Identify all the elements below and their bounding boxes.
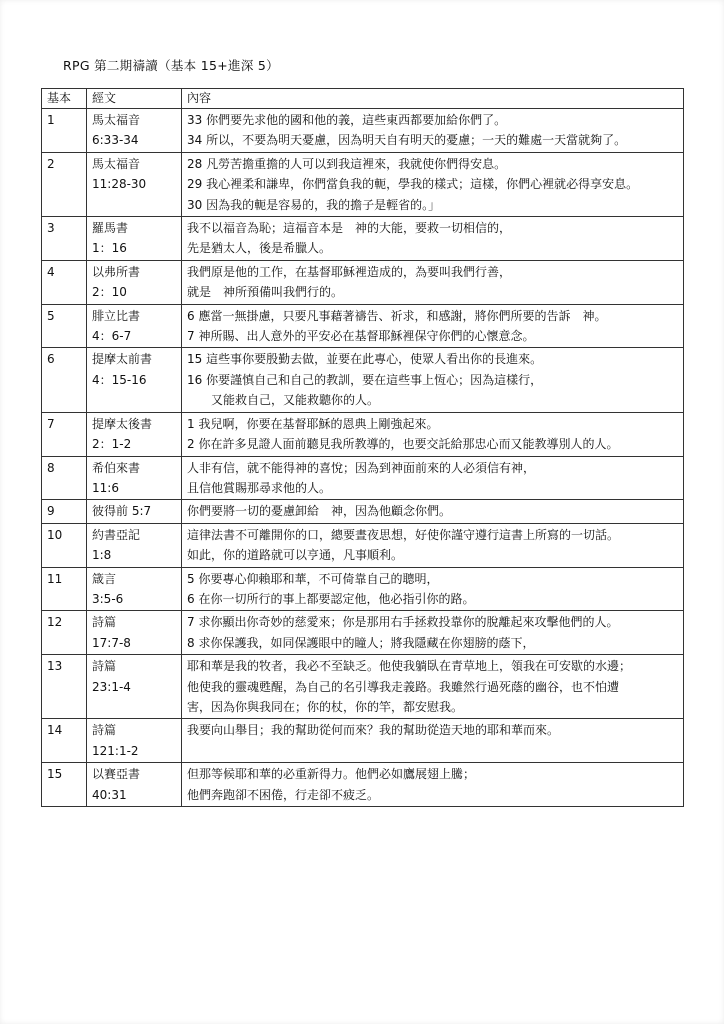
reference-line: 馬太福音 [92, 113, 141, 127]
reference-line: 1:8 [92, 548, 112, 563]
table-row [42, 500, 684, 523]
verse-line: 5 你要專心仰賴耶和華，不可倚靠自己的聰明， [187, 571, 439, 586]
scripture-reference [87, 567, 182, 611]
reference-line: 羅馬書 [92, 221, 129, 236]
verse-content [182, 763, 684, 807]
verse-content [182, 348, 684, 412]
verse-content [182, 611, 684, 655]
reference-line: 121:1-2 [92, 743, 139, 758]
row-number: 2 [42, 152, 87, 216]
verse-line: 我不以福音為恥；這福音本是 神的大能，要救一切相信的， [187, 221, 512, 236]
verse-line: 28 凡勞苦擔重擔的人可以到我這裡來，我就使你們得安息。 [187, 156, 507, 171]
verse-content [182, 109, 684, 153]
reference-line: 6:33-34 [92, 133, 139, 148]
verse-line: 又能救自己，又能救聽你的人。 [211, 393, 380, 408]
reference-line: 詩篇 [92, 659, 117, 674]
verse-line: 8 求你保護我，如同保護眼中的瞳人；將我隱藏在你翅膀的蔭下， [187, 635, 535, 650]
row-number: 8 [42, 456, 87, 500]
reference-line: 11:28-30 [92, 177, 147, 192]
reference-line: 詩篇 [92, 723, 117, 738]
row-number: 14 [42, 719, 87, 763]
table-row [42, 260, 684, 304]
row-number: 1 [42, 109, 87, 153]
verse-content [182, 523, 684, 567]
scripture-reference [87, 655, 182, 719]
scripture-reference [87, 763, 182, 807]
row-number: 4 [42, 260, 87, 304]
row-number: 11 [42, 567, 87, 611]
verse-line: 34 所以，不要為明天憂慮，因為明天自有明天的憂慮；一天的難處一天當就夠了。 [187, 133, 627, 148]
verse-line: 6 在你一切所行的事上都要認定他，他必指引你的路。 [187, 591, 475, 606]
reference-line: 馬太福音 [92, 156, 141, 171]
table-body [42, 109, 684, 807]
verse-content [182, 217, 684, 261]
table-row [42, 109, 684, 153]
verse-content [182, 567, 684, 611]
scripture-reference [87, 719, 182, 763]
verse-line: 就是 神所預備叫我們行的。 [187, 285, 344, 300]
reference-line: 23:1-4 [92, 679, 131, 694]
table-row [42, 719, 684, 763]
table-row [42, 567, 684, 611]
table-row [42, 217, 684, 261]
row-number: 7 [42, 412, 87, 456]
scripture-reference [87, 500, 182, 523]
verse-content [182, 456, 684, 500]
verse-line: 7 神所賜、出人意外的平安必在基督耶穌裡保守你們的心懷意念。 [187, 329, 535, 344]
verse-line: 30 因為我的軛是容易的，我的擔子是輕省的。」 [187, 197, 441, 212]
verse-content [182, 412, 684, 456]
reference-line: 2：1-2 [92, 437, 132, 452]
row-number: 13 [42, 655, 87, 719]
scripture-reference [87, 217, 182, 261]
reading-plan-table [41, 88, 684, 807]
header-content: 內容 [182, 89, 684, 109]
verse-line: 6 應當一無掛慮，只要凡事藉著禱告、祈求，和感謝，將你們所要的告訴 神。 [187, 308, 607, 323]
verse-line: 但那等候耶和華的必重新得力。他們必如鷹展翅上騰； [187, 767, 476, 782]
scripture-reference [87, 412, 182, 456]
reference-line: 希伯來書 [92, 460, 141, 475]
header-reference: 經文 [87, 89, 182, 109]
verse-line: 33 你們要先求他的國和他的義，這些東西都要加給你們了。 [187, 113, 507, 127]
reference-line: 3:5-6 [92, 591, 124, 606]
scripture-reference [87, 523, 182, 567]
row-number: 12 [42, 611, 87, 655]
reference-line: 4：15-16 [92, 372, 147, 387]
verse-line: 害，因為你與我同在；你的杖，你的竿，都安慰我。 [187, 699, 464, 714]
verse-line: 29 我心裡柔和謙卑，你們當負我的軛，學我的樣式；這樣，你們心裡就必得享安息。 [187, 177, 639, 192]
document-title: RPG 第二期禱讀（基本 15+進深 5） [63, 58, 279, 73]
row-number: 6 [42, 348, 87, 412]
table-row [42, 611, 684, 655]
verse-content [182, 152, 684, 216]
verse-line: 耶和華是我的牧者，我必不至缺乏。他使我躺臥在青草地上，領我在可安歇的水邊； [187, 659, 632, 674]
scripture-reference [87, 304, 182, 348]
verse-line: 先是猶太人，後是希臘人。 [187, 241, 332, 256]
verse-line: 這律法書不可離開你的口，總要晝夜思想，好使你謹守遵行這書上所寫的一切話。 [187, 527, 620, 542]
scripture-reference [87, 109, 182, 153]
scripture-reference [87, 348, 182, 412]
table-row [42, 655, 684, 719]
reference-line: 40:31 [92, 787, 127, 802]
reference-line: 提摩太前書 [92, 352, 153, 367]
table-row [42, 456, 684, 500]
reference-line: 17:7-8 [92, 635, 131, 650]
scripture-reference [87, 260, 182, 304]
verse-line: 我們原是他的工作，在基督耶穌裡造成的，為要叫我們行善， [187, 264, 512, 279]
verse-line: 15 這些事你要殷勤去做，並要在此專心，使眾人看出你的長進來。 [187, 352, 543, 367]
verse-line: 我要向山舉目；我的幫助從何而來？我的幫助從造天地的耶和華而來。 [187, 723, 560, 738]
reference-line: 提摩太後書 [92, 416, 153, 431]
table-row [42, 412, 684, 456]
verse-content [182, 304, 684, 348]
reference-line: 詩篇 [92, 615, 117, 630]
scripture-reference [87, 152, 182, 216]
verse-line: 7 求你顯出你奇妙的慈愛來；你是那用右手拯救投靠你的脫離起來攻擊他們的人。 [187, 615, 619, 630]
reference-line: 彼得前 5:7 [92, 504, 152, 519]
table-row [42, 348, 684, 412]
row-number: 5 [42, 304, 87, 348]
verse-line: 人非有信，就不能得神的喜悅；因為到神面前來的人必須信有神， [187, 460, 536, 475]
row-number: 3 [42, 217, 87, 261]
reference-line: 以賽亞書 [92, 767, 141, 782]
verse-line: 且信他賞賜那尋求他的人。 [187, 480, 332, 495]
scripture-reference [87, 611, 182, 655]
reference-line: 箴言 [92, 571, 117, 586]
row-number: 10 [42, 523, 87, 567]
verse-content [182, 655, 684, 719]
reference-line: 4：6-7 [92, 329, 132, 344]
reference-line: 腓立比書 [92, 308, 141, 323]
table-row [42, 763, 684, 807]
verse-content [182, 719, 684, 763]
table-row [42, 152, 684, 216]
reference-line: 以弗所書 [92, 264, 141, 279]
table-row [42, 304, 684, 348]
verse-content [182, 500, 684, 523]
scripture-reference [87, 456, 182, 500]
table-header-row [42, 89, 684, 109]
verse-content [182, 260, 684, 304]
verse-line: 2 你在許多見證人面前聽見我所教導的，也要交託給那忠心而又能教導別人的人。 [187, 437, 619, 452]
verse-line: 如此，你的道路就可以亨通，凡事順利。 [187, 548, 404, 563]
reference-line: 1：16 [92, 241, 127, 256]
verse-line: 16 你要謹慎自己和自己的教訓，要在這些事上恆心；因為這樣行， [187, 372, 543, 387]
table-row [42, 523, 684, 567]
verse-line: 他使我的靈魂甦醒，為自己的名引導我走義路。我雖然行過死蔭的幽谷，也不怕遭 [187, 679, 620, 694]
row-number: 15 [42, 763, 87, 807]
verse-line: 他們奔跑卻不困倦，行走卻不疲乏。 [187, 787, 380, 802]
header-number: 基本 [42, 89, 87, 109]
reference-line: 2：10 [92, 285, 127, 300]
row-number: 9 [42, 500, 87, 523]
verse-line: 1 我兒啊，你要在基督耶穌的恩典上剛強起來。 [187, 416, 439, 431]
verse-line: 你們要將一切的憂慮卸給 神，因為他顧念你們。 [187, 504, 452, 519]
reference-line: 約書亞記 [92, 527, 141, 542]
reference-line: 11:6 [92, 480, 119, 495]
